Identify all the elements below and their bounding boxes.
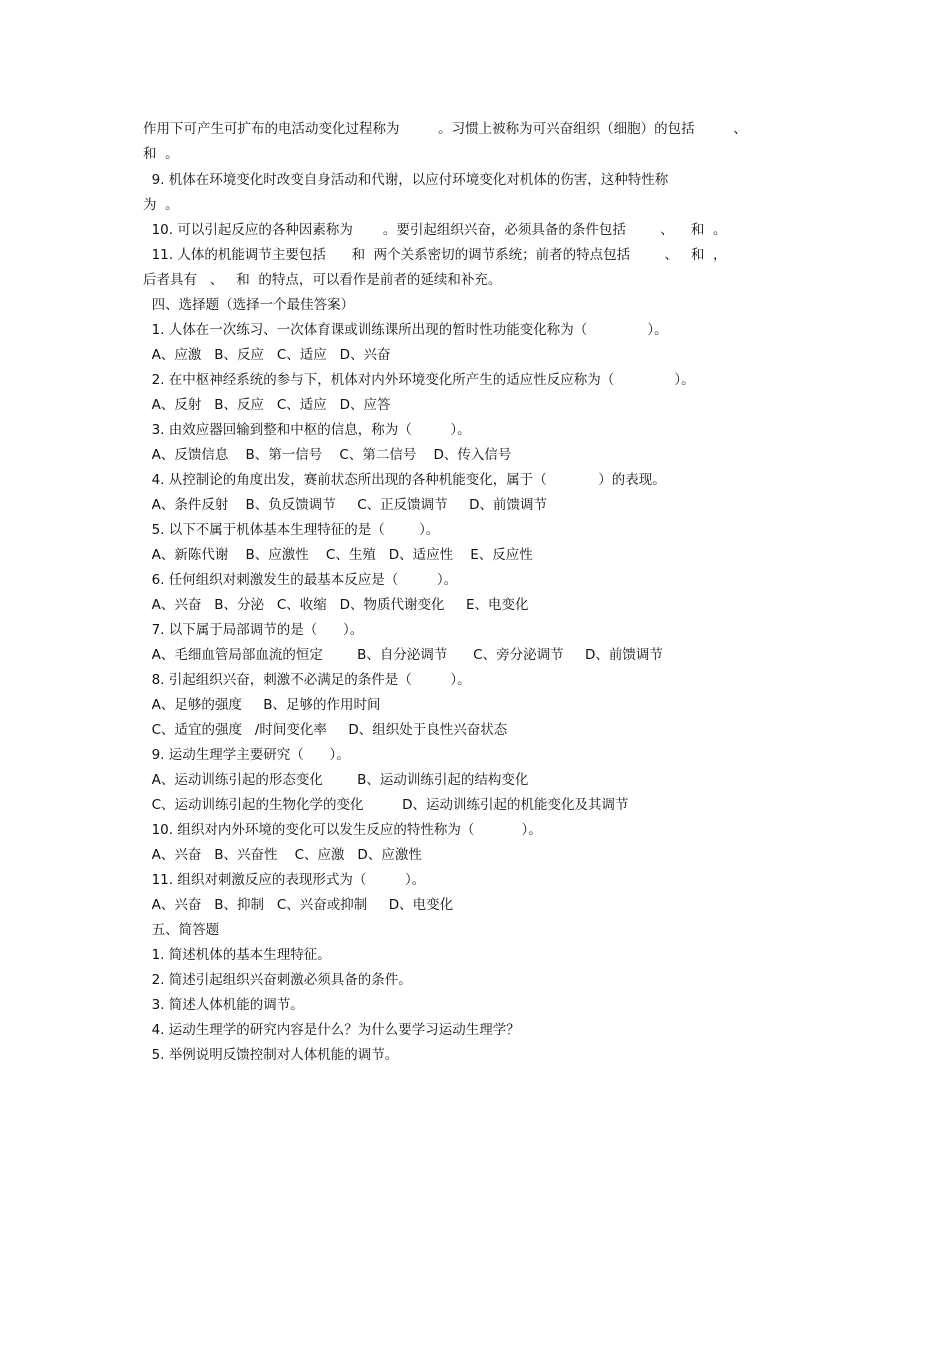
question: 2. 简述引起组织兴奋刺激必须具备的条件。 (143, 972, 412, 988)
text-line: 11. 人体的机能调节主要包括 和 两个关系密切的调节系统；前者的特点包括 、 和 ， (143, 247, 727, 263)
options: A、条件反射 B、负反馈调节 C、正反馈调节 D、前馈调节 (143, 497, 547, 513)
question: 11. 组织对刺激反应的表现形式为（ ）。 (143, 872, 426, 888)
question: 3. 由效应器回输到整和中枢的信息，称为（ ）。 (143, 422, 471, 438)
text-line: 9. 机体在环境变化时改变自身活动和代谢，以应付环境变化对机体的伤害，这种特性称 (143, 172, 669, 188)
text-line: 后者具有 、 和 的特点，可以看作是前者的延续和补充。 (143, 272, 502, 288)
question: 4. 从控制论的角度出发，赛前状态所出现的各种机能变化，属于（ ）的表现。 (143, 472, 666, 488)
question: 6. 任何组织对刺激发生的最基本反应是（ ）。 (143, 572, 458, 588)
text-line: 作用下可产生可扩布的电活动变化过程称为 。习惯上被称为可兴奋组织（细胞）的包括 、 (143, 121, 747, 137)
options: C、运动训练引起的生物化学的变化 D、运动训练引起的机能变化及其调节 (143, 797, 629, 813)
options: A、毛细血管局部血流的恒定 B、自分泌调节 C、旁分泌调节 D、前馈调节 (143, 647, 663, 663)
question: 5. 举例说明反馈控制对人体机能的调节。 (143, 1047, 399, 1063)
text-line: 为 。 (143, 197, 179, 213)
options: A、运动训练引起的形态变化 B、运动训练引起的结构变化 (143, 772, 529, 788)
question: 1. 人体在一次练习、一次体育课或训练课所出现的暂时性功能变化称为（ ）。 (143, 322, 668, 338)
options: A、足够的强度 B、足够的作用时间 (143, 697, 381, 713)
options: A、反射 B、反应 C、适应 D、应答 (143, 397, 391, 413)
question: 9. 运动生理学主要研究（ ）。 (143, 747, 350, 763)
question: 7. 以下属于局部调节的是（ ）。 (143, 622, 364, 638)
options: A、反馈信息 B、第一信号 C、第二信号 D、传入信号 (143, 447, 512, 463)
options: A、兴奋 B、抑制 C、兴奋或抑制 D、电变化 (143, 897, 454, 913)
question: 8. 引起组织兴奋，刺激不必满足的条件是（ ）。 (143, 672, 471, 688)
section-heading: 五、简答题 (143, 922, 220, 938)
question: 10. 组织对内外环境的变化可以发生反应的特性称为（ ）。 (143, 822, 542, 838)
options: A、兴奋 B、兴奋性 C、应激 D、应激性 (143, 847, 422, 863)
question: 5. 以下不属于机体基本生理特征的是（ ）。 (143, 522, 440, 538)
question: 1. 简述机体的基本生理特征。 (143, 947, 331, 963)
question: 4. 运动生理学的研究内容是什么？为什么要学习运动生理学？ (143, 1022, 520, 1038)
options: C、适宜的强度 /时间变化率 D、组织处于良性兴奋状态 (143, 722, 508, 738)
options: A、应激 B、反应 C、适应 D、兴奋 (143, 347, 391, 363)
question: 2. 在中枢神经系统的参与下，机体对内外环境变化所产生的适应性反应称为（ ）。 (143, 372, 695, 388)
options: A、新陈代谢 B、应激性 C、生殖 D、适应性 E、反应性 (143, 547, 533, 563)
section-heading: 四、选择题（选择一个最佳答案） (143, 297, 355, 313)
options: A、兴奋 B、分泌 C、收缩 D、物质代谢变化 E、电变化 (143, 597, 529, 613)
text-line: 10. 可以引起反应的各种因素称为 。要引起组织兴奋，必须具备的条件包括 、 和 。 (143, 222, 727, 238)
text-line: 和 。 (143, 146, 179, 162)
question: 3. 简述人体机能的调节。 (143, 997, 304, 1013)
